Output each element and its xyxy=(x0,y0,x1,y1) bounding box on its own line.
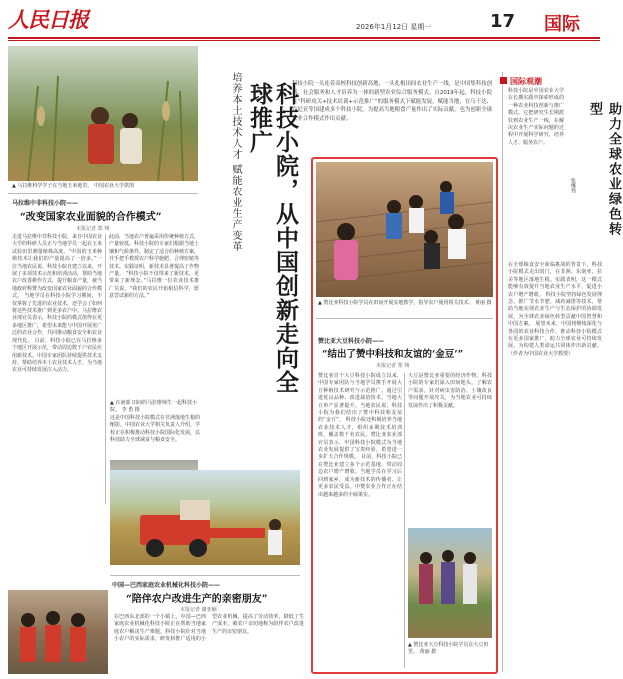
harvester-photo xyxy=(110,470,300,565)
newspaper-logo: 人民日报 xyxy=(8,7,88,32)
people-illustration xyxy=(408,528,492,638)
maize-photo-caption: ▲ 马拉维科学学子在当地玉米地里。 中国农业大学供图 xyxy=(12,183,135,189)
commentary-title: 助力全球农业绿色转型 xyxy=(587,102,621,237)
malawi-body-col2 xyxy=(109,234,199,374)
commentary-body-1: 科技小院是中国农业大学在长期实践中探索形成的一种农业科技创新与推广模式。它把研究生长期派驻到农业生产一线，在解决农业生产实际问题的过程中开展科学研究、培养人才、服务农户。 xyxy=(508,88,564,146)
commentary-body-main xyxy=(508,262,602,672)
masthead xyxy=(0,0,609,40)
zambia-body-3: 目前，科技小院已在赞比亚建立多个示范基地，带动周边农户增产增收。当地学员在学习后回到家乡，成为新技术的传播者，让更多农民受益。中赞农业合作正在结出越来越多的丰硕果实。 xyxy=(318,454,402,498)
intro-text: 科技小院一头连着高校科技创新高地，一头扎根田间农业生产一线，是中国集科技创新、社会服务和人才培养为一体的新型农业综合服务模式。自2019年起，科技小院在“科研攻关+技术培训+示范推广”的服务模式下赋能发展，赋能当地，在乌干达、肯尼亚等国建成多个科技小院，为提高当地粮食产量作出了实际贡献，也为创新全球农业合作模式作出贡献。 xyxy=(292,81,492,123)
malawi-body-col2-b: “科技小院不仅带来了新技术，更带来了新理念。”马拉维一位农业技术推广员说，“我们的农民开始相信科学，愿意尝试新的方法。” xyxy=(109,271,199,300)
malawi-body-2: 当地学员在科技小院学习期间，不仅掌握了先进的农业技术，还学会了如何将这些技术推广到更多农户中。马拉维农业部官员表示，科技小院的模式值得在更多地区推广，希望未来能与中国开展更广泛的农业合作，共同推动粮食安全和农业现代化。 xyxy=(12,293,103,344)
column-tag-square-icon xyxy=(500,77,507,84)
commentary-body-top xyxy=(508,88,564,258)
zambia-people-photo xyxy=(408,528,492,638)
zambia-body-2: 科技小院还积极培养当地农业技术人才，组织多期技术培训班，覆盖数千名农民。赞比亚农业部官员表示，中国科技小院模式为当地农业发展提供了宝贵经验，希望进一步扩大合作规模。 xyxy=(318,417,403,461)
malawi-headline-small: 马拉维中非科技小院—— xyxy=(12,200,79,207)
zambia-body-col2: 大豆是赞比亚重要的经济作物。科技小院的专家们深入田间地头，了解农户需求，针对病虫害防治、土壤改良等问题开展攻关，为当地农业可持续发展作出了积极贡献。 xyxy=(408,373,492,409)
maize-field-photo xyxy=(8,46,198,181)
crowd-illustration xyxy=(8,590,108,674)
zambia-body-1: 赞比亚首个大豆科技小院成立以来，中国专家团队与当地学员携手开展大豆种植技术研究与示范推广。通过引进优良品种、改进栽培技术，当地大豆单产显著提升。当地农民说，科技小院为我们结出了赞中科技和友谊的“金豆”。 xyxy=(318,373,402,424)
divider xyxy=(110,575,300,576)
divider xyxy=(316,318,493,319)
masthead-rule-thin xyxy=(8,40,600,41)
malawi-body-col1 xyxy=(12,234,102,504)
commentary-byline: 张继伟 xyxy=(570,178,576,193)
brazil-headline: “陪伴农户改进生产的亲密朋友” xyxy=(126,594,268,605)
bus-photo-caption: ▲ 在南部 田间的马拉维师生一起科技小院。 李 勇 摄 xyxy=(110,400,198,413)
zambia-field-photo xyxy=(316,162,493,297)
issue-date: 2026年1月12日 星期一 xyxy=(356,23,432,31)
zambia-headline: “结出了赞中科技和友谊的‘金豆’” xyxy=(322,349,464,360)
zambia-bottom-caption: ▲ 赞比亚大豆科技小院学员在大豆田里。 黄丽 摄 xyxy=(408,642,489,655)
zambia-photo-caption: ▲ 赞比亚科技小院学员在田间开展实地教学，指导农户使用相关技术。 黄丽 摄 xyxy=(318,300,492,306)
crowd-photo xyxy=(8,590,108,674)
field-illustration xyxy=(316,162,493,297)
maize-field-illustration xyxy=(8,46,198,181)
malawi-body-col2-a: 此前，当地农户普遍采用传统种植方式，产量较低。科技小院的专家们根据当地土壤和气候条件，制定了适合的种植方案，并手把手教授农户科学施肥、合理密植等技术。实践证明，新技术显著提高了作物产量。 xyxy=(109,234,200,278)
column-divider xyxy=(105,234,106,504)
column-divider xyxy=(502,72,503,672)
zambia-body-col1 xyxy=(318,373,402,668)
commentary-body-4: 展望未来，中国将继续深化与各国的农业科技合作，推动科技小院模式在更多国家推广，助力全球农业可持续发展，为构建人类命运共同体作出新贡献。 xyxy=(508,321,602,350)
section-name: 国际 xyxy=(544,14,580,35)
harvester-illustration xyxy=(110,470,300,565)
column-divider xyxy=(404,373,405,668)
commentary-body-3: 科技小院坚持绿色发展理念，推广节水节肥、减药减排等技术，帮助当地实现农业生产与生态保护的协调发展，为全球农业绿色转型贡献中国智慧和中国方案。 xyxy=(508,291,602,328)
commentary-body-2: 在全球粮食安全面临挑战的背景下，科技小院模式走出国门，在非洲、东南亚、拉美等地区落地生根。实践表明，这一模式能够有效提升当地农业生产水平，促进小农户增产增收。 xyxy=(508,262,602,298)
brazil-body: 在巴西东北部的一个小镇上，中国—巴西家庭农业机械化科技小院正在帮助当地家庭农户解决生产难题。科技小院针对当地小农户的实际需求，研发和推广适用的小型农业机械，提高了劳动效率，降低了生产成本，被农户亲切地称为陪伴农户改进生产的亲密朋友。 xyxy=(114,614,304,643)
divider xyxy=(8,193,198,194)
page-number: 17 xyxy=(490,11,516,32)
main-subtitle: 培养本土技术人才 赋能农业生产变革 xyxy=(230,72,241,253)
bus-body: 这是中国科技小院模式在非洲落地生根的缩影。中国农业大学相关负责人介绍，学校正在积极推动科技小院国际化发展，以科技助力全球减贫与粮食安全。 xyxy=(110,415,201,444)
masthead-rule xyxy=(8,37,600,39)
commentary-author-note: （作者为中国农业大学教授） xyxy=(508,350,574,357)
zambia-headline-small: 赞比亚大豆科技小院—— xyxy=(318,338,385,345)
main-title: 科技小院，从中国创新走向全球推广 xyxy=(246,82,299,394)
malawi-body-3: 目前，科技小院已在马拉维多个地区开展示范，带动周边数千户农民应用新技术。中国专家团队持续提供技术支持，帮助培养本土农业技术人才，为当地农业可持续发展注入动力。 xyxy=(12,337,103,374)
malawi-byline: 本报记者 郑 翔 xyxy=(76,226,110,232)
zambia-byline: 本报记者 郑 翔 xyxy=(376,363,410,369)
column-tag: 国际观潮 xyxy=(510,77,542,86)
brazil-headline-small: 中国—巴西家庭农业机械化科技小院—— xyxy=(112,582,221,589)
malawi-headline: “改变国家农业面貌的合作模式” xyxy=(20,212,162,223)
malawi-body-1: 走进马拉维中非科技小院，来自中国农业大学的科研人员正与当地学员一起在玉米试验田里测量植株高度。“中国的玉米种植技术让我们的产量提高了一倍多。”一位当地农民说。科技小院自建立以来，开展了多项技术示范和培训活动，帮助当地农户改善耕作方式，提升粮食产量，被当地政府称赞为改变国家农业面貌的合作模式。 xyxy=(12,234,103,300)
brazil-byline: 本报记者 谢亚楠 xyxy=(180,607,217,613)
